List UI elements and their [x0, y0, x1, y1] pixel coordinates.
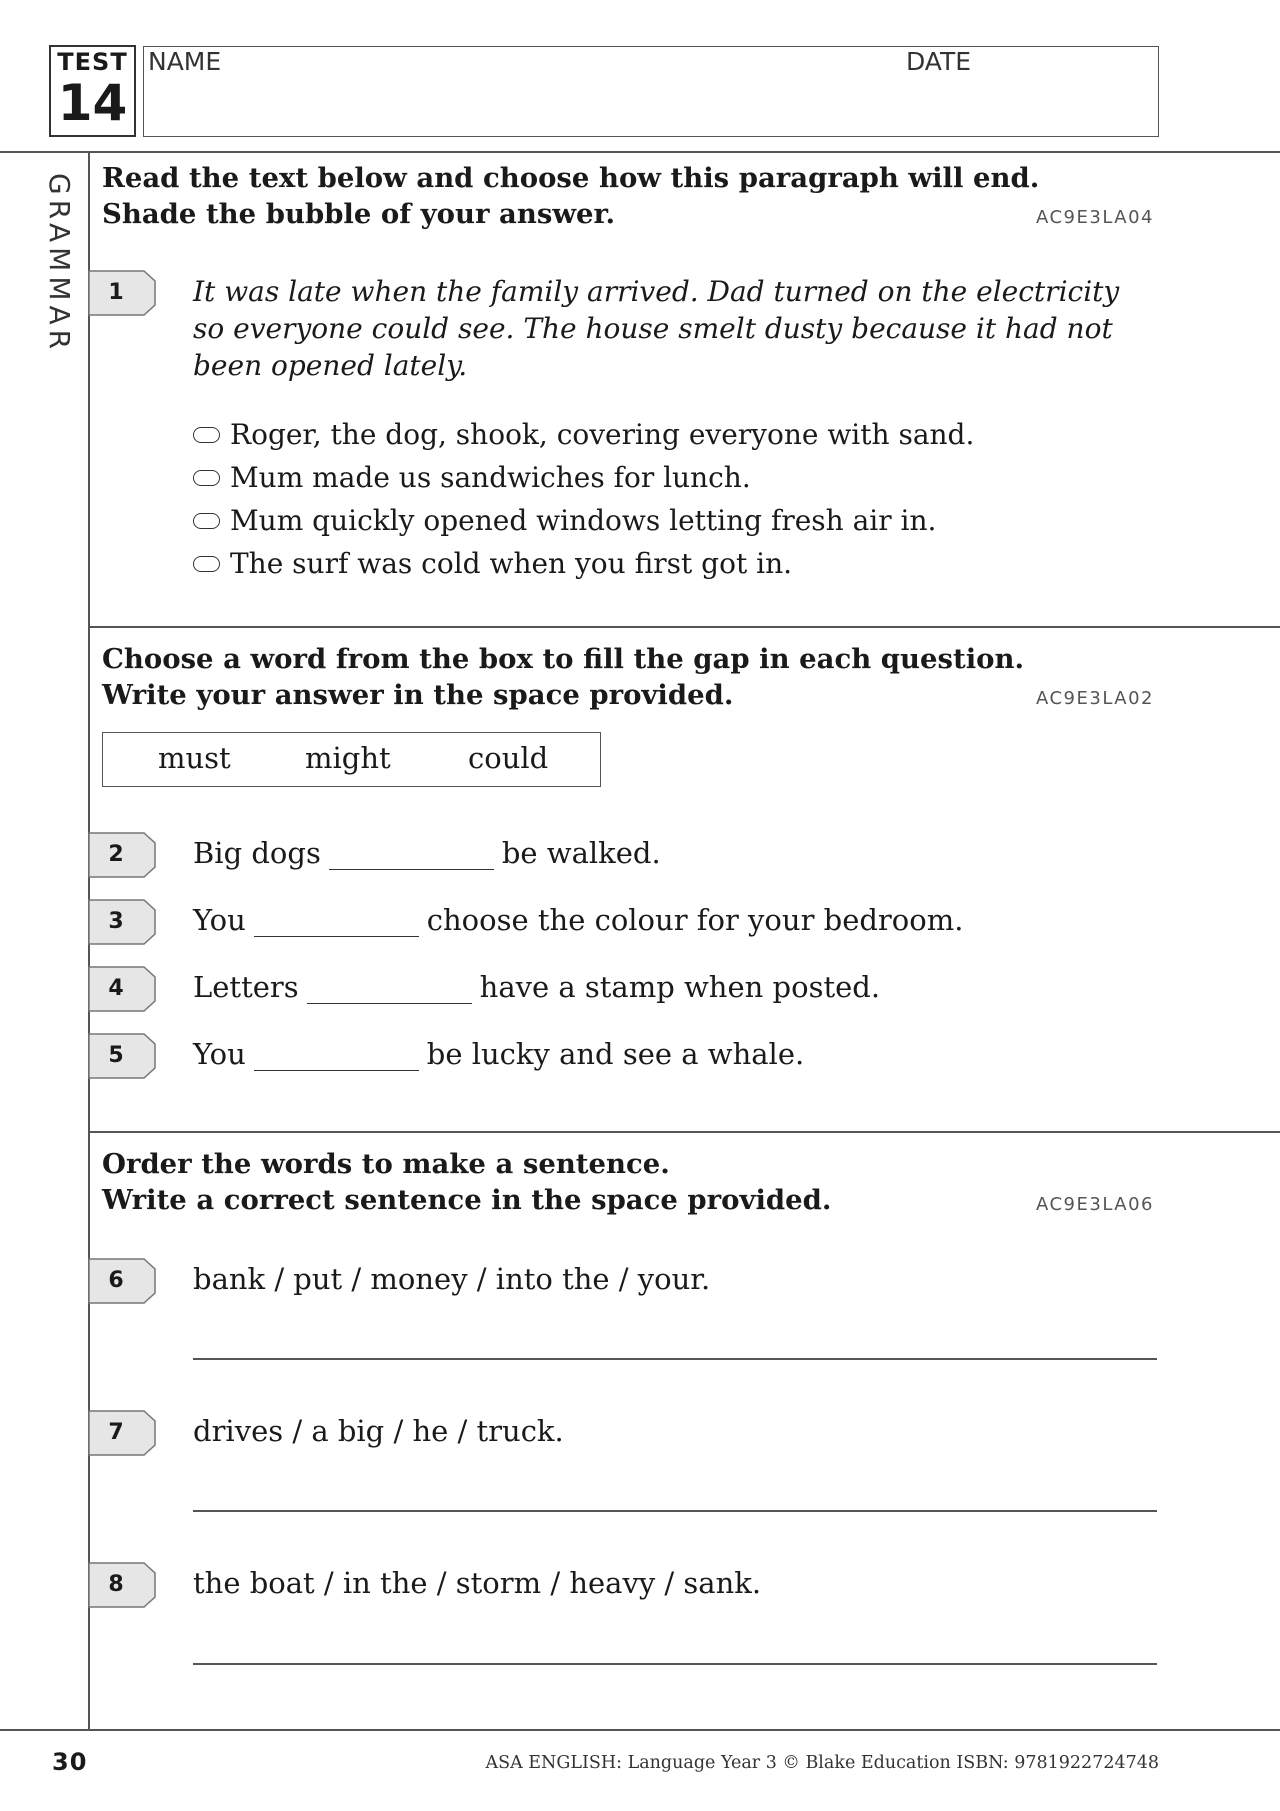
- word-option: might: [305, 741, 391, 775]
- question-2: [193, 836, 661, 870]
- question-number: 4: [108, 976, 124, 1001]
- question-5: [193, 1037, 804, 1071]
- section-divider: [88, 626, 1280, 628]
- question-tab-4: [88, 966, 156, 1012]
- answer-option-3[interactable]: [193, 499, 974, 542]
- answer-options: [193, 413, 974, 585]
- section3-curriculum-code: AC9E3LA06: [1035, 1194, 1154, 1215]
- question-text-after: be walked.: [501, 836, 661, 870]
- question-number: 7: [108, 1420, 124, 1445]
- answer-line-8[interactable]: [193, 1663, 1157, 1665]
- question-text-after: choose the colour for your bedroom.: [426, 903, 964, 937]
- answer-option-text: Mum made us sandwiches for lunch.: [230, 461, 751, 494]
- date-label: DATE: [906, 47, 972, 76]
- question-tab-2: [88, 832, 156, 878]
- question-number: 5: [108, 1043, 124, 1068]
- answer-bubble[interactable]: [193, 513, 220, 529]
- answer-bubble[interactable]: [193, 470, 220, 486]
- section3-instruction-1: Order the words to make a sentence.: [102, 1148, 670, 1180]
- question-tab-7: [88, 1410, 156, 1456]
- question1-passage: It was late when the family arrived. Dad turned on the electricity so everyone could see. The house smelt dusty because it had not been opened lately.: [193, 275, 1120, 382]
- test-number: 14: [57, 74, 128, 132]
- answer-option-1[interactable]: [193, 413, 974, 456]
- question-4: [193, 970, 880, 1004]
- question-6-text: bank / put / money / into the / your.: [193, 1262, 711, 1296]
- answer-option-4[interactable]: [193, 542, 974, 585]
- section2-instruction-2: Write your answer in the space provided.: [102, 679, 734, 711]
- question-tab-6: [88, 1258, 156, 1304]
- question-tab-1: [88, 270, 156, 316]
- answer-line-6[interactable]: [193, 1358, 1157, 1360]
- section2-instruction-1: Choose a word from the box to fill the gap in each question.: [102, 643, 1025, 675]
- answer-option-2[interactable]: [193, 456, 974, 499]
- question-text-before: Big dogs: [193, 836, 321, 870]
- question-text-before: You: [193, 1037, 246, 1071]
- question-number: 3: [108, 909, 124, 934]
- page-number: 30: [52, 1748, 88, 1776]
- footer-credit: ASA ENGLISH: Language Year 3 © Blake Education ISBN: 9781922724748: [485, 1753, 1159, 1773]
- question-text-before: You: [193, 903, 246, 937]
- side-label-grammar: GRAMMAR: [43, 173, 76, 355]
- header-divider: [0, 151, 1280, 153]
- question-number: 2: [108, 842, 124, 867]
- answer-line-7[interactable]: [193, 1510, 1157, 1512]
- question-number: 1: [108, 280, 124, 305]
- question-tab-3: [88, 899, 156, 945]
- question-tab-5: [88, 1033, 156, 1079]
- footer-divider: [0, 1729, 1280, 1731]
- gap-answer-field[interactable]: [254, 1040, 419, 1071]
- answer-option-text: Roger, the dog, shook, covering everyone with sand.: [230, 418, 975, 451]
- question-text-before: Letters: [193, 970, 299, 1004]
- question-7-text: drives / a big / he / truck.: [193, 1414, 564, 1448]
- gap-answer-field[interactable]: [307, 973, 472, 1004]
- name-date-field[interactable]: [143, 46, 1159, 137]
- question-number: 6: [108, 1268, 124, 1293]
- question-tab-8: [88, 1562, 156, 1608]
- answer-option-text: Mum quickly opened windows letting fresh air in.: [230, 504, 937, 537]
- section3-instruction-2: Write a correct sentence in the space provided.: [102, 1184, 832, 1216]
- test-label: TEST: [57, 48, 128, 76]
- name-label: NAME: [148, 47, 222, 76]
- section1-instruction-2: Shade the bubble of your answer.: [102, 198, 616, 230]
- section2-curriculum-code: AC9E3LA02: [1035, 688, 1154, 709]
- section1-instruction-1: Read the text below and choose how this paragraph will end.: [102, 162, 1040, 194]
- answer-option-text: The surf was cold when you first got in.: [230, 547, 792, 580]
- question-8-text: the boat / in the / storm / heavy / sank.: [193, 1566, 762, 1600]
- answer-bubble[interactable]: [193, 427, 220, 443]
- section-divider: [88, 1131, 1280, 1133]
- question-text-after: be lucky and see a whale.: [426, 1037, 805, 1071]
- section1-curriculum-code: AC9E3LA04: [1035, 207, 1154, 228]
- question-3: [193, 903, 963, 937]
- answer-bubble[interactable]: [193, 556, 220, 572]
- word-box: [102, 732, 601, 787]
- gap-answer-field[interactable]: [329, 839, 494, 870]
- test-number-box: [49, 45, 136, 137]
- question-text-after: have a stamp when posted.: [479, 970, 881, 1004]
- word-option: must: [158, 741, 231, 775]
- word-option: could: [468, 741, 549, 775]
- question-number: 8: [108, 1572, 124, 1597]
- gap-answer-field[interactable]: [254, 906, 419, 937]
